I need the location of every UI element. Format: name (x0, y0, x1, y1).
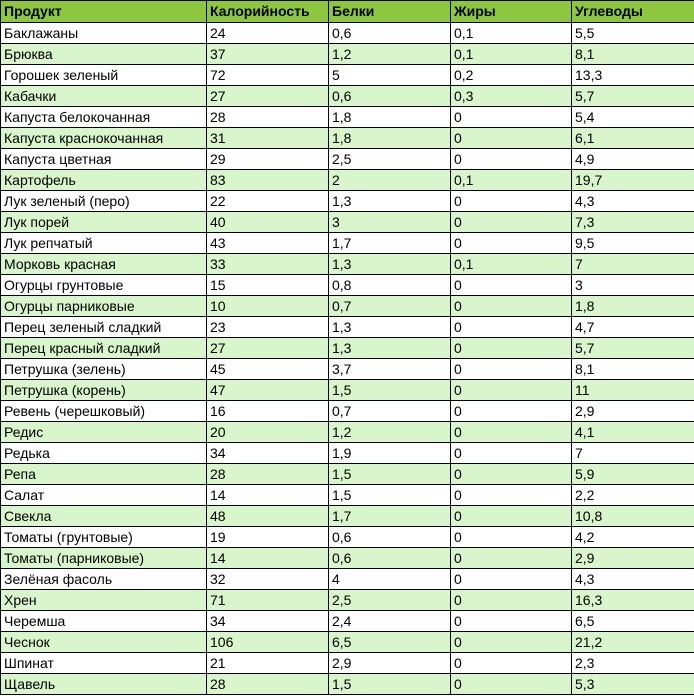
cell-fats: 0 (451, 233, 572, 254)
cell-calories: 29 (207, 149, 329, 170)
cell-product: Зелёная фасоль (1, 569, 207, 590)
cell-carbs: 4,2 (572, 527, 694, 548)
table-row (1, 611, 694, 632)
cell-product: Морковь красная (1, 254, 207, 275)
cell-calories: 28 (207, 107, 329, 128)
table-row (1, 128, 694, 149)
cell-product: Капуста белокочанная (1, 107, 207, 128)
cell-product: Баклажаны (1, 23, 207, 44)
cell-calories: 27 (207, 86, 329, 107)
cell-carbs: 16,3 (572, 590, 694, 611)
cell-product: Огурцы парниковые (1, 296, 207, 317)
cell-proteins: 1,3 (329, 191, 451, 212)
cell-fats: 0,2 (451, 65, 572, 86)
cell-calories: 20 (207, 422, 329, 443)
table-row (1, 590, 694, 611)
cell-calories: 40 (207, 212, 329, 233)
cell-proteins: 1,8 (329, 107, 451, 128)
table-row (1, 632, 694, 653)
cell-carbs: 5,5 (572, 23, 694, 44)
cell-product: Петрушка (корень) (1, 380, 207, 401)
cell-fats: 0 (451, 275, 572, 296)
cell-calories: 27 (207, 338, 329, 359)
cell-fats: 0 (451, 464, 572, 485)
cell-carbs: 13,3 (572, 65, 694, 86)
cell-product: Перец зеленый сладкий (1, 317, 207, 338)
cell-calories: 28 (207, 674, 329, 695)
cell-fats: 0,3 (451, 86, 572, 107)
cell-calories: 43 (207, 233, 329, 254)
cell-fats: 0,1 (451, 44, 572, 65)
cell-proteins: 1,2 (329, 422, 451, 443)
cell-product: Лук порей (1, 212, 207, 233)
cell-carbs: 7 (572, 443, 694, 464)
cell-product: Кабачки (1, 86, 207, 107)
cell-proteins: 2 (329, 170, 451, 191)
table-row (1, 338, 694, 359)
cell-carbs: 2,2 (572, 485, 694, 506)
cell-calories: 22 (207, 191, 329, 212)
cell-proteins: 1,2 (329, 44, 451, 65)
cell-product: Салат (1, 485, 207, 506)
table-row (1, 170, 694, 191)
cell-fats: 0 (451, 107, 572, 128)
cell-proteins: 0,6 (329, 527, 451, 548)
table-row (1, 506, 694, 527)
cell-fats: 0 (451, 338, 572, 359)
table-row (1, 443, 694, 464)
cell-carbs: 9,5 (572, 233, 694, 254)
cell-proteins: 4 (329, 569, 451, 590)
cell-proteins: 1,9 (329, 443, 451, 464)
cell-carbs: 2,9 (572, 401, 694, 422)
cell-product: Томаты (парниковые) (1, 548, 207, 569)
cell-proteins: 3,7 (329, 359, 451, 380)
table-row (1, 674, 694, 695)
cell-carbs: 10,8 (572, 506, 694, 527)
cell-proteins: 0,6 (329, 548, 451, 569)
cell-product: Горошек зеленый (1, 65, 207, 86)
cell-calories: 14 (207, 485, 329, 506)
cell-fats: 0 (451, 653, 572, 674)
cell-fats: 0 (451, 674, 572, 695)
table-row (1, 422, 694, 443)
cell-calories: 71 (207, 590, 329, 611)
cell-fats: 0 (451, 296, 572, 317)
cell-carbs: 2,9 (572, 548, 694, 569)
table-row (1, 548, 694, 569)
cell-fats: 0 (451, 317, 572, 338)
cell-carbs: 1,8 (572, 296, 694, 317)
table-row (1, 380, 694, 401)
cell-carbs: 3 (572, 275, 694, 296)
cell-carbs: 5,7 (572, 338, 694, 359)
cell-carbs: 4,9 (572, 149, 694, 170)
cell-product: Чеснок (1, 632, 207, 653)
cell-calories: 48 (207, 506, 329, 527)
cell-product: Брюква (1, 44, 207, 65)
cell-proteins: 1,3 (329, 254, 451, 275)
cell-calories: 24 (207, 23, 329, 44)
cell-product: Картофель (1, 170, 207, 191)
table-row (1, 296, 694, 317)
cell-proteins: 1,7 (329, 506, 451, 527)
header-carbs: Углеводы (572, 1, 694, 23)
cell-proteins: 1,5 (329, 485, 451, 506)
table-row (1, 275, 694, 296)
cell-proteins: 1,3 (329, 338, 451, 359)
cell-proteins: 3 (329, 212, 451, 233)
cell-product: Капуста краснокочанная (1, 128, 207, 149)
cell-fats: 0 (451, 569, 572, 590)
cell-fats: 0 (451, 380, 572, 401)
cell-product: Хрен (1, 590, 207, 611)
cell-carbs: 2,3 (572, 653, 694, 674)
table-row (1, 44, 694, 65)
cell-fats: 0 (451, 527, 572, 548)
cell-carbs: 5,7 (572, 86, 694, 107)
cell-product: Ревень (черешковый) (1, 401, 207, 422)
cell-calories: 34 (207, 443, 329, 464)
cell-calories: 47 (207, 380, 329, 401)
cell-calories: 32 (207, 569, 329, 590)
cell-proteins: 2,9 (329, 653, 451, 674)
cell-proteins: 2,4 (329, 611, 451, 632)
cell-proteins: 0,6 (329, 23, 451, 44)
table-row (1, 149, 694, 170)
table-row (1, 23, 694, 44)
cell-calories: 15 (207, 275, 329, 296)
cell-calories: 16 (207, 401, 329, 422)
cell-carbs: 4,7 (572, 317, 694, 338)
cell-product: Репа (1, 464, 207, 485)
table-row (1, 212, 694, 233)
cell-carbs: 11 (572, 380, 694, 401)
cell-proteins: 1,5 (329, 464, 451, 485)
cell-fats: 0 (451, 611, 572, 632)
table-row (1, 569, 694, 590)
cell-carbs: 5,4 (572, 107, 694, 128)
table-row (1, 191, 694, 212)
table-row (1, 65, 694, 86)
cell-fats: 0 (451, 191, 572, 212)
table-row (1, 401, 694, 422)
cell-product: Щавель (1, 674, 207, 695)
cell-calories: 83 (207, 170, 329, 191)
cell-fats: 0 (451, 443, 572, 464)
cell-calories: 14 (207, 548, 329, 569)
cell-carbs: 4,1 (572, 422, 694, 443)
cell-proteins: 1,7 (329, 233, 451, 254)
cell-proteins: 0,7 (329, 296, 451, 317)
header-row (1, 1, 694, 23)
cell-carbs: 4,3 (572, 569, 694, 590)
cell-fats: 0 (451, 359, 572, 380)
cell-fats: 0 (451, 422, 572, 443)
cell-fats: 0,1 (451, 254, 572, 275)
cell-calories: 33 (207, 254, 329, 275)
cell-proteins: 1,3 (329, 317, 451, 338)
cell-fats: 0,1 (451, 170, 572, 191)
cell-carbs: 4,3 (572, 191, 694, 212)
table-row (1, 254, 694, 275)
cell-calories: 34 (207, 611, 329, 632)
cell-carbs: 7 (572, 254, 694, 275)
cell-calories: 37 (207, 44, 329, 65)
cell-product: Редька (1, 443, 207, 464)
cell-product: Томаты (грунтовые) (1, 527, 207, 548)
cell-product: Перец красный сладкий (1, 338, 207, 359)
cell-proteins: 2,5 (329, 149, 451, 170)
cell-calories: 10 (207, 296, 329, 317)
cell-calories: 45 (207, 359, 329, 380)
cell-proteins: 1,5 (329, 380, 451, 401)
cell-proteins: 0,7 (329, 401, 451, 422)
cell-product: Огурцы грунтовые (1, 275, 207, 296)
table-row (1, 86, 694, 107)
cell-fats: 0 (451, 212, 572, 233)
cell-fats: 0 (451, 632, 572, 653)
cell-proteins: 0,8 (329, 275, 451, 296)
cell-fats: 0 (451, 506, 572, 527)
table-header (1, 1, 694, 23)
cell-carbs: 5,3 (572, 674, 694, 695)
table-row (1, 653, 694, 674)
table-row (1, 107, 694, 128)
cell-fats: 0 (451, 401, 572, 422)
table-row (1, 317, 694, 338)
cell-calories: 31 (207, 128, 329, 149)
cell-fats: 0 (451, 128, 572, 149)
cell-carbs: 7,3 (572, 212, 694, 233)
cell-proteins: 0,6 (329, 86, 451, 107)
cell-calories: 19 (207, 527, 329, 548)
cell-product: Свекла (1, 506, 207, 527)
cell-product: Капуста цветная (1, 149, 207, 170)
cell-carbs: 8,1 (572, 44, 694, 65)
cell-calories: 106 (207, 632, 329, 653)
header-proteins: Белки (329, 1, 451, 23)
cell-proteins: 1,8 (329, 128, 451, 149)
cell-carbs: 6,1 (572, 128, 694, 149)
header-calories: Калорийность (207, 1, 329, 23)
cell-fats: 0 (451, 548, 572, 569)
cell-fats: 0,1 (451, 23, 572, 44)
header-fats: Жиры (451, 1, 572, 23)
cell-product: Лук зеленый (перо) (1, 191, 207, 212)
table-row (1, 527, 694, 548)
cell-proteins: 1,5 (329, 674, 451, 695)
cell-calories: 21 (207, 653, 329, 674)
table-body (1, 23, 694, 695)
cell-product: Лук репчатый (1, 233, 207, 254)
cell-carbs: 5,9 (572, 464, 694, 485)
cell-product: Редис (1, 422, 207, 443)
cell-fats: 0 (451, 149, 572, 170)
cell-calories: 72 (207, 65, 329, 86)
cell-carbs: 8,1 (572, 359, 694, 380)
table-row (1, 359, 694, 380)
cell-calories: 28 (207, 464, 329, 485)
table-row (1, 485, 694, 506)
cell-calories: 23 (207, 317, 329, 338)
cell-carbs: 6,5 (572, 611, 694, 632)
cell-product: Черемша (1, 611, 207, 632)
cell-product: Шпинат (1, 653, 207, 674)
cell-fats: 0 (451, 590, 572, 611)
cell-fats: 0 (451, 485, 572, 506)
cell-proteins: 6,5 (329, 632, 451, 653)
cell-product: Петрушка (зелень) (1, 359, 207, 380)
cell-proteins: 5 (329, 65, 451, 86)
cell-carbs: 19,7 (572, 170, 694, 191)
header-product: Продукт (1, 1, 207, 23)
cell-proteins: 2,5 (329, 590, 451, 611)
table-row (1, 464, 694, 485)
cell-carbs: 21,2 (572, 632, 694, 653)
table-row (1, 233, 694, 254)
